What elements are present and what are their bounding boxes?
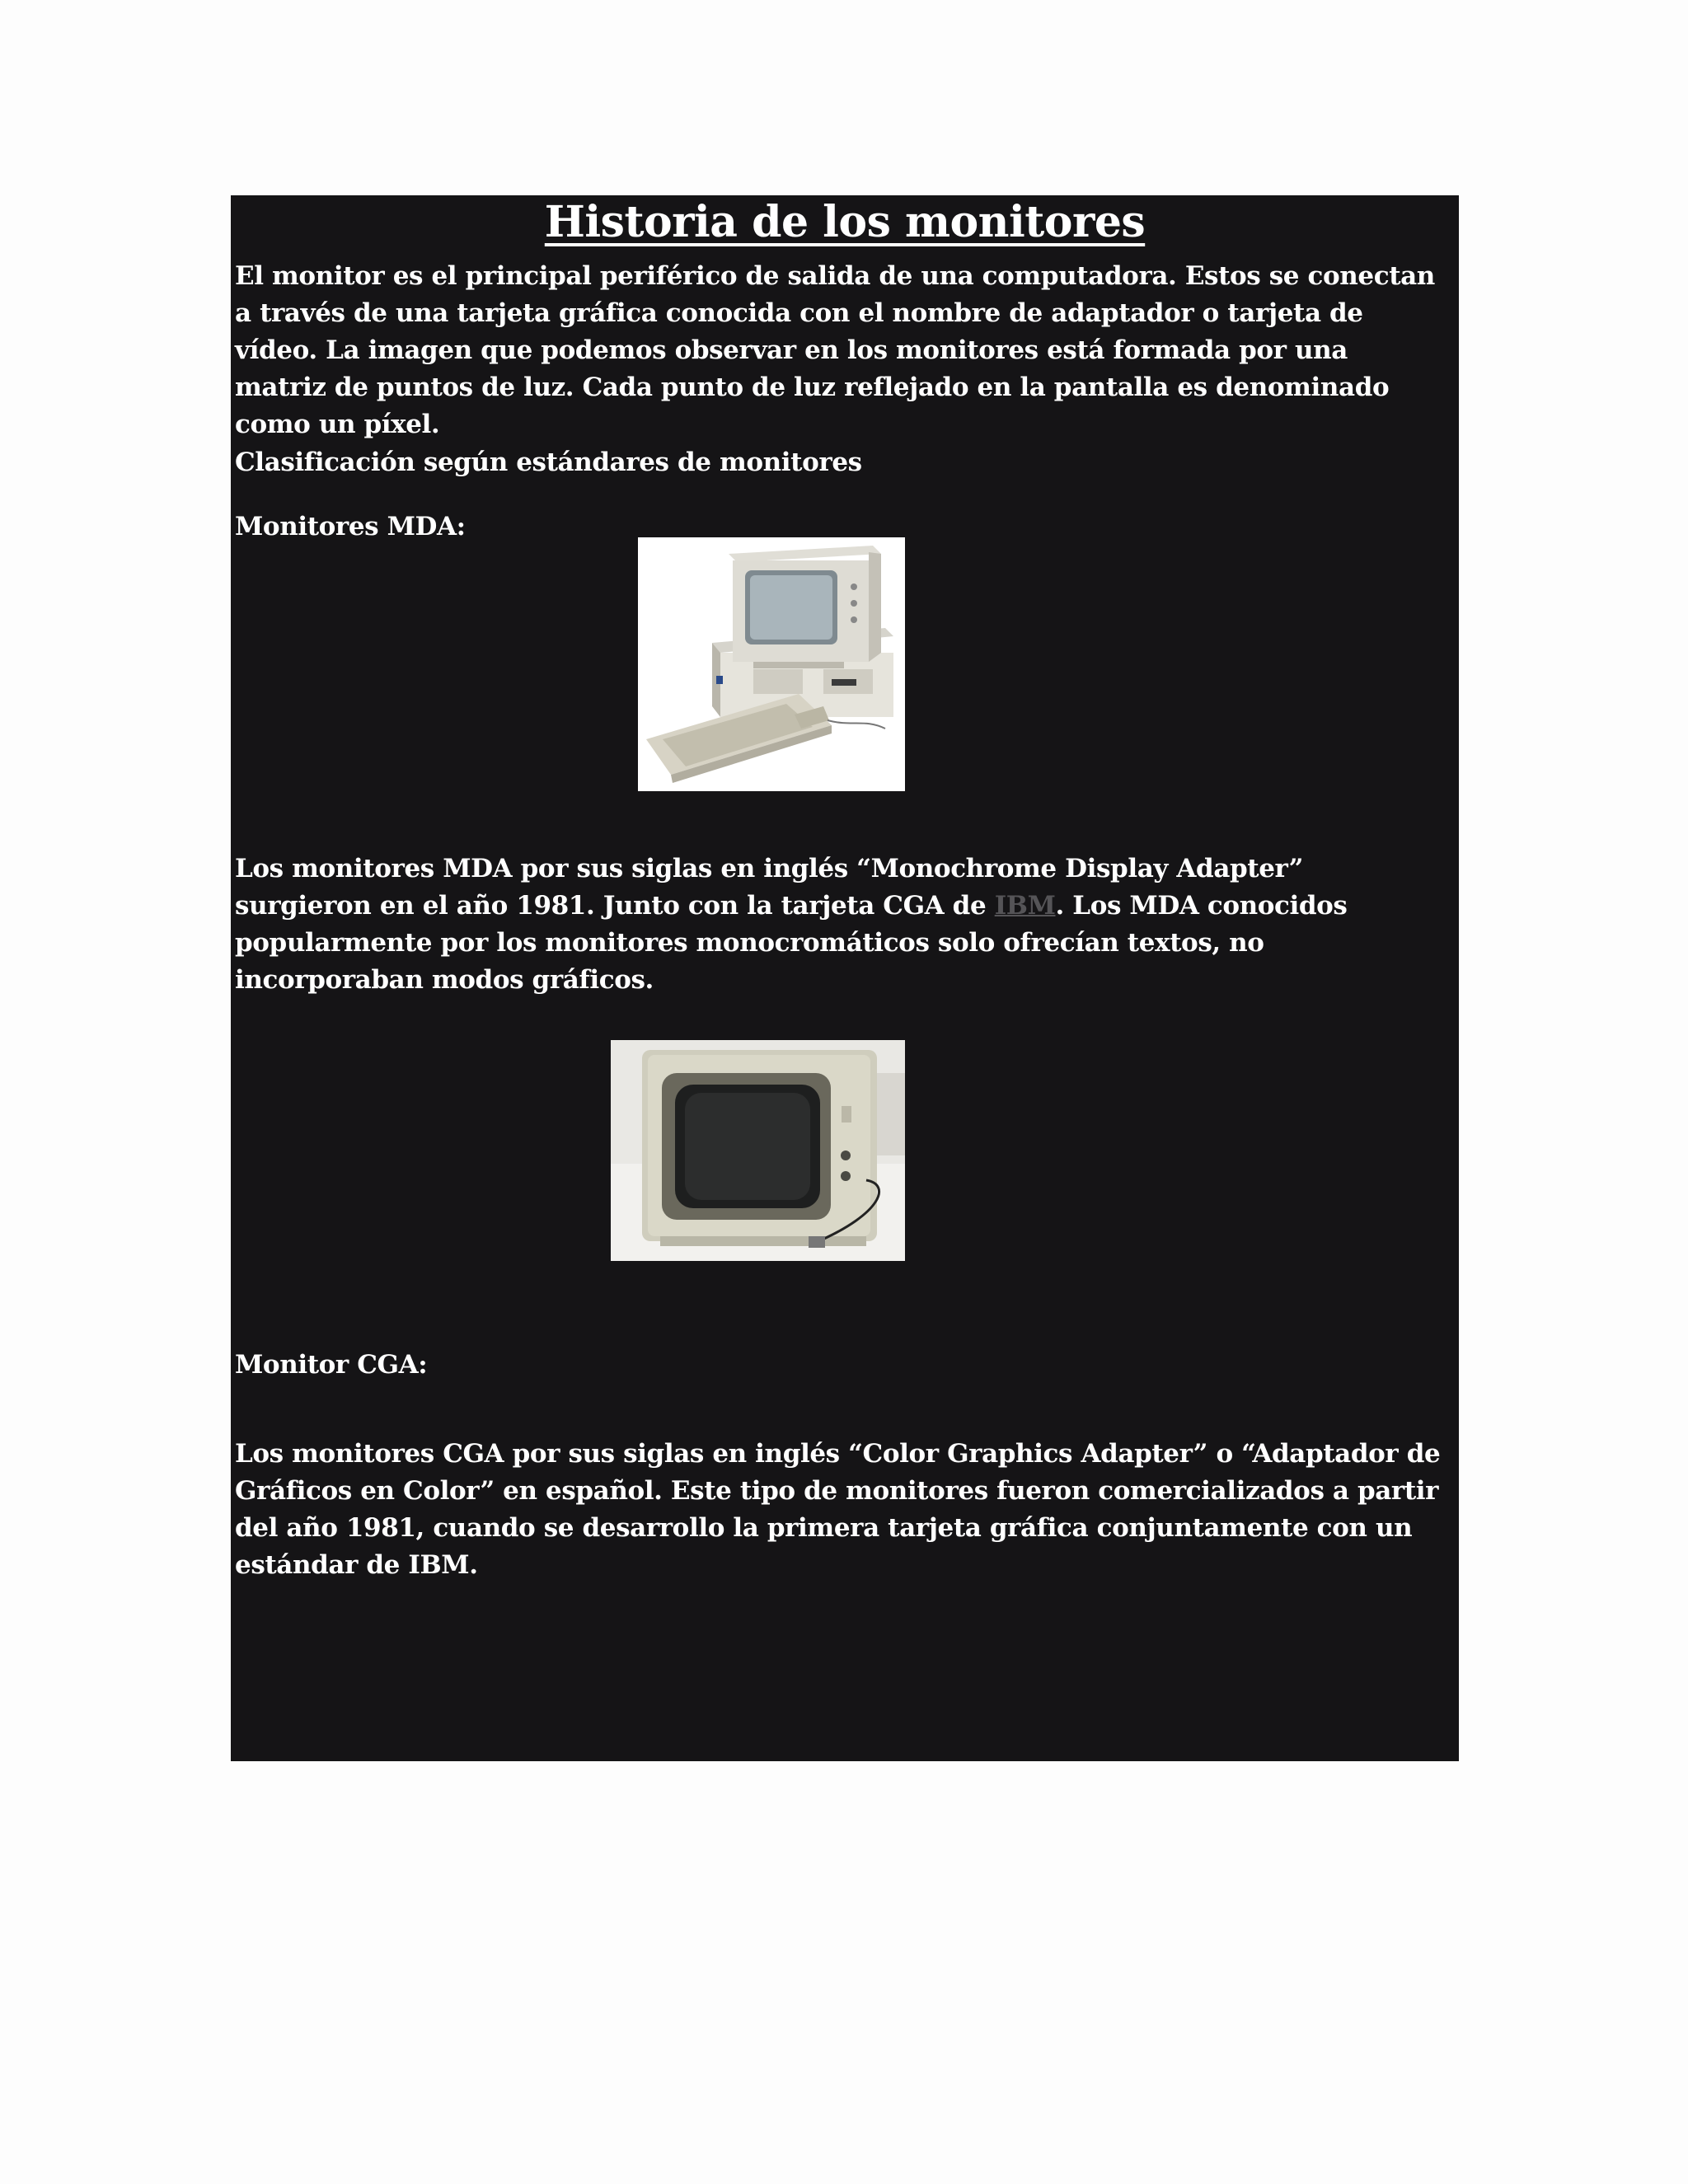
intro-paragraph: El monitor es el principal periférico de salida de una computadora. Estos se conectan a través de una tarjeta gráfica conocida con el nombre de adaptador o tarjeta de vídeo. La imagen que podemos observar en los monitores está formada por una matriz de puntos de luz. Cada punto de luz reflejado en la pantalla es denominado como un píxel. (235, 261, 1435, 439)
classification-heading: Clasificación según estándares de monitores (235, 448, 862, 477)
mda-text-after-link: . Los MDA conocidos popularmente por los monitores monocromáticos solo ofrecían textos, no incorporaban modos gráficos. (235, 891, 1348, 995)
mda-text-before-link: Los monitores MDA por sus siglas en inglés “Monochrome Display Adapter” surgieron en el año 1981. Junto con la tarjeta CGA de (235, 854, 1304, 921)
ibm-link[interactable]: IBM (994, 891, 1056, 921)
content-panel (231, 195, 1459, 1761)
cga-paragraph: Los monitores CGA por sus siglas en inglés “Color Graphics Adapter” o “Adaptador de Gráficos en Color” en español. Este tipo de monitores fueron comercializados a partir del año 1981, cuando se desarrollo la primera tarjeta gráfica conjuntamente con un estándar de IBM. (235, 1439, 1441, 1580)
mda-heading: Monitores MDA: (235, 512, 466, 541)
ibm-pc-photo (638, 537, 905, 791)
page-title: Historia de los monitores (544, 197, 1146, 247)
cga-heading: Monitor CGA: (235, 1350, 428, 1380)
mda-paragraph (235, 851, 1447, 999)
cga-monitor-photo (611, 1040, 905, 1261)
